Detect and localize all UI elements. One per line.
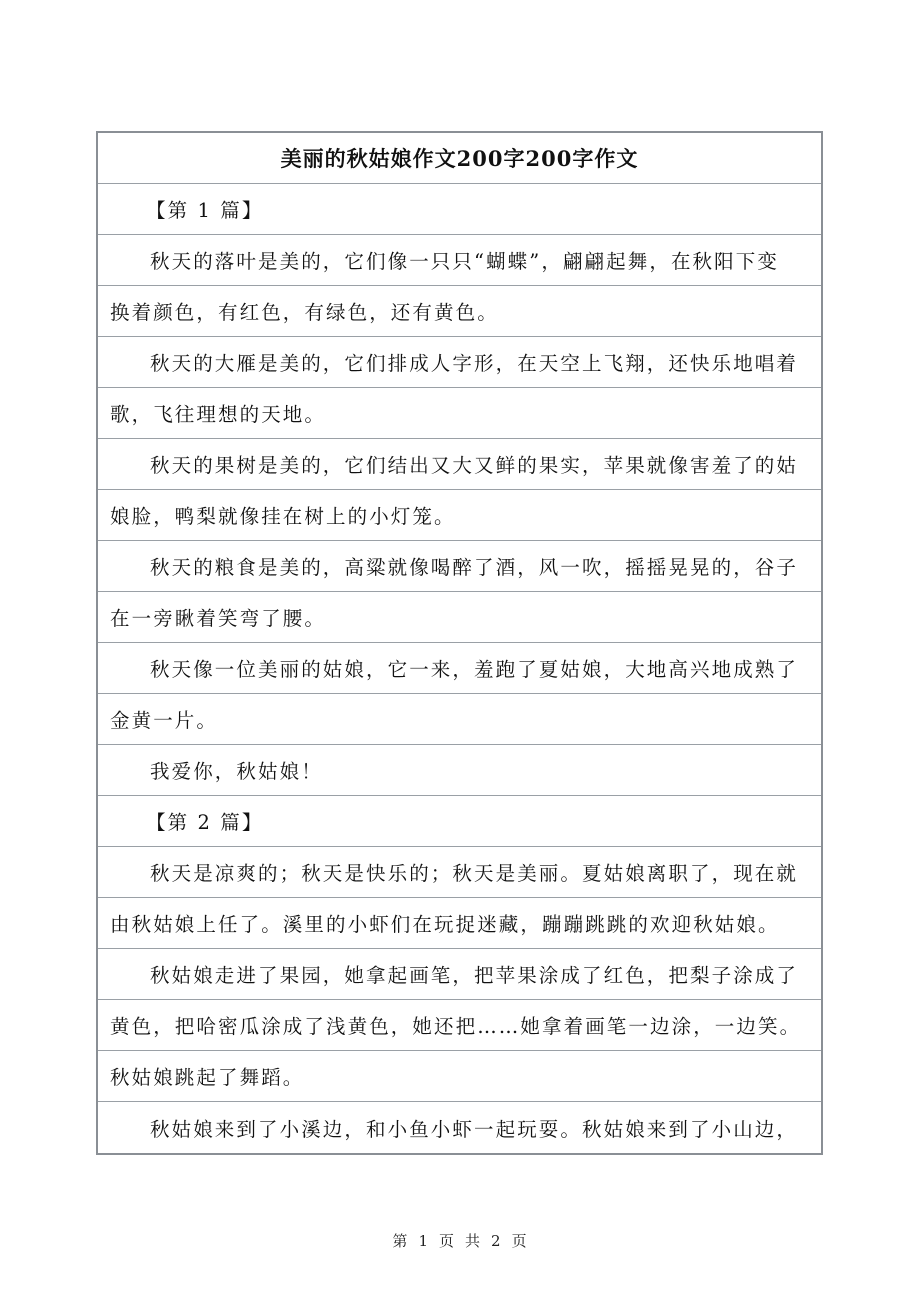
text-line: 秋天的大雁是美的，它们排成人字形，在天空上飞翔，还快乐地唱着 xyxy=(98,337,821,388)
document-title: 美丽的秋姑娘作文200字200字作文 xyxy=(98,133,821,184)
text-line: 娘脸，鸭梨就像挂在树上的小灯笼。 xyxy=(98,490,821,541)
text-line: 我爱你，秋姑娘！ xyxy=(98,745,821,796)
document-table xyxy=(96,131,823,1155)
page-footer xyxy=(0,1230,920,1251)
section-heading: 【第 2 篇】 xyxy=(98,796,821,847)
text-line: 秋天的落叶是美的，它们像一只只“蝴蝶”，翩翩起舞，在秋阳下变 xyxy=(98,235,821,286)
text-line: 秋天的果树是美的，它们结出又大又鲜的果实，苹果就像害羞了的姑 xyxy=(98,439,821,490)
text-line: 秋天像一位美丽的姑娘，它一来，羞跑了夏姑娘，大地高兴地成熟了 xyxy=(98,643,821,694)
footer-total-pages: 2 xyxy=(491,1232,502,1250)
document-body xyxy=(98,184,821,1153)
text-line: 金黄一片。 xyxy=(98,694,821,745)
footer-total-label: 共 xyxy=(465,1232,482,1250)
footer-page-label: 第 xyxy=(392,1232,409,1250)
text-line: 秋天的粮食是美的，高粱就像喝醉了酒，风一吹，摇摇晃晃的，谷子 xyxy=(98,541,821,592)
footer-page-word: 页 xyxy=(438,1232,455,1250)
text-line: 歌，飞往理想的天地。 xyxy=(98,388,821,439)
text-line: 在一旁瞅着笑弯了腰。 xyxy=(98,592,821,643)
text-line: 换着颜色，有红色，有绿色，还有黄色。 xyxy=(98,286,821,337)
text-line: 由秋姑娘上任了。溪里的小虾们在玩捉迷藏，蹦蹦跳跳的欢迎秋姑娘。 xyxy=(98,898,821,949)
section-heading: 【第 1 篇】 xyxy=(98,184,821,235)
text-line: 秋姑娘跳起了舞蹈。 xyxy=(98,1051,821,1102)
footer-current-page: 1 xyxy=(418,1232,429,1250)
text-line: 秋姑娘来到了小溪边，和小鱼小虾一起玩耍。秋姑娘来到了小山边， xyxy=(150,1117,799,1141)
text-line: 黄色，把哈密瓜涂成了浅黄色，她还把……她拿着画笔一边涂，一边笑。 xyxy=(98,1000,821,1051)
text-line: 秋姑娘走进了果园，她拿起画笔，把苹果涂成了红色，把梨子涂成了 xyxy=(98,949,821,1000)
footer-total-word: 页 xyxy=(511,1232,528,1250)
text-line: 秋天是凉爽的；秋天是快乐的；秋天是美丽。夏姑娘离职了，现在就 xyxy=(98,847,821,898)
